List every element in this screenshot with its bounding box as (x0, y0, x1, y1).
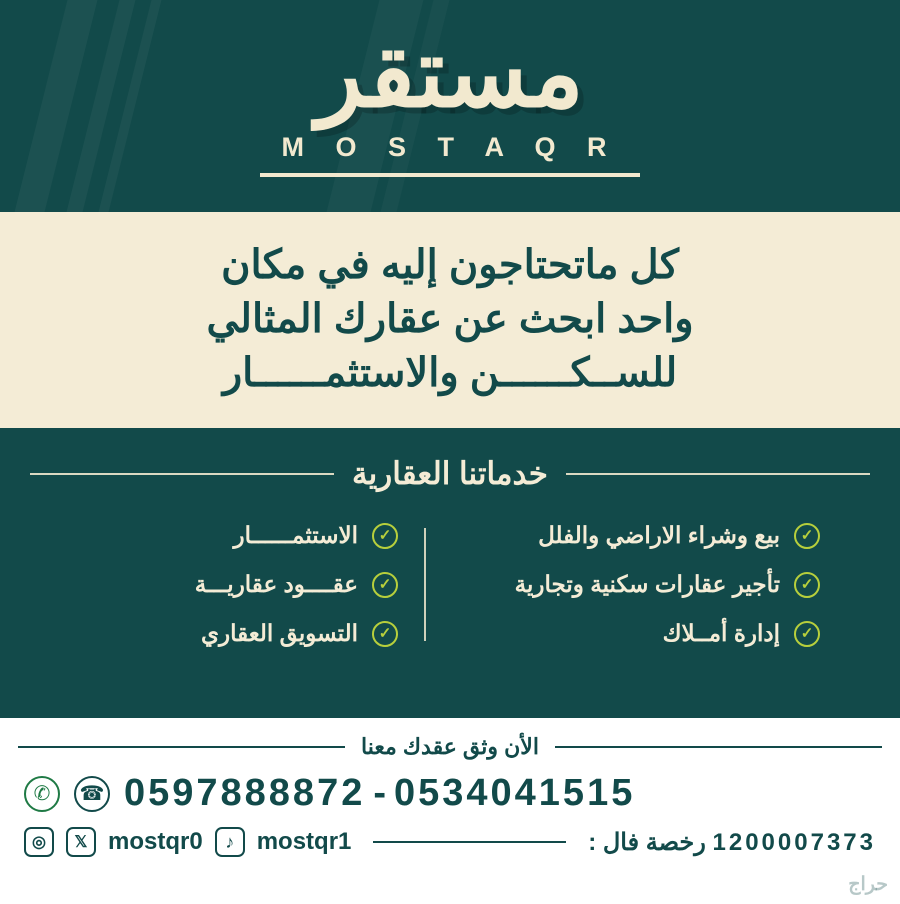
divider-line (555, 746, 882, 748)
logo-arabic-wordmark: مستقر (316, 20, 584, 127)
services-title-row (30, 456, 870, 492)
cta-row (18, 734, 882, 760)
logo-header-band (0, 0, 900, 212)
service-label: عقــــود عقاريـــة (194, 571, 358, 597)
tiktok-icon[interactable]: ♪ (215, 827, 245, 857)
services-column-left (54, 522, 424, 647)
slogan-line-2: واحد ابحث عن عقارك المثالي (206, 297, 694, 341)
service-label: بيع وشراء الاراضي والفلل (538, 522, 780, 548)
instagram-handle[interactable]: mostqr0 (108, 828, 203, 855)
list-item (80, 620, 398, 647)
list-item (452, 571, 820, 598)
tiktok-handle[interactable]: mostqr1 (256, 828, 352, 855)
service-label: الاستثمــــــار (233, 522, 358, 548)
slogan-band (0, 212, 900, 428)
whatsapp-icon[interactable]: ✆ (24, 776, 60, 812)
phone-number-2[interactable]: 0534041515 (394, 772, 636, 814)
check-circle-icon: ✓ (372, 523, 398, 549)
services-title: خدماتنا العقارية (352, 456, 548, 491)
service-label: التسويق العقاري (201, 620, 358, 646)
check-circle-icon: ✓ (794, 523, 820, 549)
services-band (0, 428, 900, 718)
divider-line (373, 841, 566, 843)
list-item (452, 522, 820, 549)
social-row (18, 827, 882, 857)
phone-row (18, 770, 882, 815)
service-label: تأجير عقارات سكنية وتجارية (514, 571, 780, 597)
service-label: إدارة أمــلاك (662, 620, 780, 646)
list-item (80, 522, 398, 549)
brand-logo (0, 20, 900, 177)
divider-line (30, 473, 334, 475)
contact-footer (0, 718, 900, 904)
phone-separator: - (373, 772, 386, 814)
check-circle-icon: ✓ (794, 621, 820, 647)
logo-latin-wordmark: M O S T A Q R (281, 132, 619, 162)
license-info (588, 828, 876, 857)
license-label: رخصة فال : (588, 828, 706, 856)
watermark: حراج (848, 874, 888, 895)
cta-text: الأن وثق عقدك معنا (361, 734, 539, 759)
services-columns (30, 522, 870, 647)
divider-line (18, 746, 345, 748)
license-number: 1200007373 (712, 828, 876, 856)
check-circle-icon: ✓ (794, 572, 820, 598)
x-twitter-icon[interactable]: 𝕏 (66, 827, 96, 857)
check-circle-icon: ✓ (372, 621, 398, 647)
instagram-icon[interactable]: ◎ (24, 827, 54, 857)
phone-numbers[interactable] (124, 772, 635, 815)
column-divider (424, 528, 426, 641)
slogan-line-3: للســكــــــن والاستثمــــــار (222, 351, 678, 395)
telephone-icon[interactable]: ☎ (74, 776, 110, 812)
list-item (452, 620, 820, 647)
slogan-line-1: كل ماتحتاجون إليه في مكان (221, 243, 679, 287)
list-item (80, 571, 398, 598)
services-column-right (426, 522, 846, 647)
phone-number-1[interactable]: 0597888872 (124, 772, 366, 814)
check-circle-icon: ✓ (372, 572, 398, 598)
logo-underline (260, 173, 640, 177)
divider-line (566, 473, 870, 475)
